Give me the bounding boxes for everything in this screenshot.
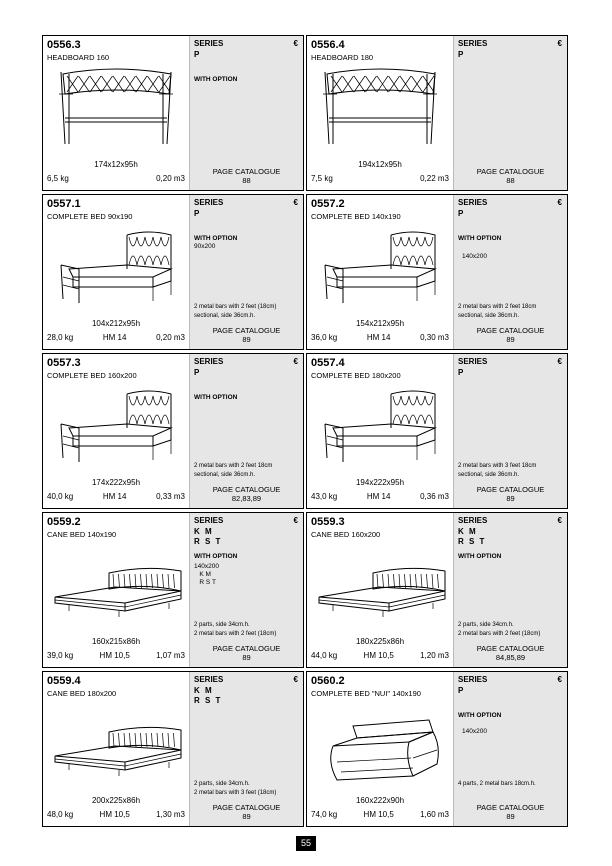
product-info	[307, 354, 453, 508]
page-catalogue	[190, 644, 303, 662]
page-catalogue-value: 89	[506, 335, 515, 344]
euro-icon: €	[557, 198, 562, 207]
product-card	[306, 353, 568, 509]
nui-bed-drawing	[313, 702, 447, 794]
with-option-label: WITH OPTION	[194, 394, 238, 401]
product-specs	[311, 333, 449, 342]
product-weight: 7,5 kg	[311, 174, 333, 183]
page-catalogue-label: PAGE CATALOGUE	[476, 803, 545, 812]
product-notes: 2 metal bars with 2 feet (18cm) sectional, side 36cm.h.	[194, 304, 277, 319]
page-catalogue-label: PAGE CATALOGUE	[212, 644, 281, 653]
product-hm: HM 14	[102, 333, 127, 342]
product-code: 0557.2	[311, 198, 345, 210]
product-hm: HM 10,5	[363, 651, 394, 660]
option-value: 90x200	[194, 243, 216, 250]
product-volume: 0,20 m3	[156, 333, 185, 342]
product-volume: 0,30 m3	[420, 333, 449, 342]
page-catalogue-label: PAGE CATALOGUE	[212, 167, 281, 176]
product-dimensions: 104x212x95h	[91, 319, 141, 328]
product-volume: 1,60 m3	[420, 810, 449, 819]
series-panel	[453, 36, 567, 190]
series-value: K M	[194, 527, 214, 536]
page-catalogue	[190, 167, 303, 185]
with-option-label: WITH OPTION	[458, 235, 502, 242]
series-value: K M	[194, 686, 214, 695]
euro-icon: €	[293, 198, 298, 207]
option-value: 140x200 K M R S T	[194, 563, 219, 586]
product-card	[306, 35, 568, 191]
series-value: P	[194, 209, 201, 218]
product-card	[42, 194, 304, 350]
product-info	[43, 354, 189, 508]
with-option-label: WITH OPTION	[194, 76, 238, 83]
page-catalogue	[454, 326, 567, 344]
product-volume: 1,20 m3	[420, 651, 449, 660]
series-label: SERIES	[458, 39, 488, 48]
euro-icon: €	[557, 516, 562, 525]
product-volume: 1,07 m3	[156, 651, 185, 660]
product-description: HEADBOARD 160	[47, 53, 110, 62]
page-catalogue-value: 89	[242, 812, 251, 821]
product-info	[43, 195, 189, 349]
product-dimensions: 180x225x86h	[355, 637, 405, 646]
product-notes: 2 parts, side 34cm.h. 2 metal bars with 2 feet (18cm)	[458, 622, 541, 637]
product-hm: HM 14	[366, 492, 391, 501]
series-value: P	[458, 686, 465, 695]
page-catalogue	[190, 803, 303, 821]
product-volume: 1,30 m3	[156, 810, 185, 819]
product-weight: 40,0 kg	[47, 492, 74, 501]
euro-icon: €	[557, 357, 562, 366]
product-description: CANE BED 140x190	[47, 530, 117, 539]
series-label: SERIES	[458, 357, 488, 366]
product-weight: 28,0 kg	[47, 333, 74, 342]
product-dimensions: 174x222x95h	[91, 478, 141, 487]
series-value: P	[194, 50, 201, 59]
page-catalogue-value: 89	[506, 494, 515, 503]
product-hm: HM 14	[102, 492, 127, 501]
product-dimensions: 154x212x95h	[355, 319, 405, 328]
page-catalogue	[190, 326, 303, 344]
product-dimensions: 194x222x95h	[355, 478, 405, 487]
series-panel	[453, 513, 567, 667]
headboard-drawing	[49, 66, 183, 158]
metal-bed-drawing	[313, 384, 447, 476]
product-info	[307, 195, 453, 349]
product-card	[306, 194, 568, 350]
product-description: COMPLETE BED 160x200	[47, 371, 137, 380]
series-panel	[189, 195, 303, 349]
product-specs	[311, 174, 449, 183]
product-specs	[47, 492, 185, 501]
euro-icon: €	[293, 39, 298, 48]
page-catalogue-value: 88	[506, 176, 515, 185]
product-description: CANE BED 180x200	[47, 689, 117, 698]
series-panel	[453, 354, 567, 508]
product-info	[43, 513, 189, 667]
product-notes: 2 parts, side 34cm.h. 2 metal bars with 3 feet (18cm)	[194, 781, 277, 796]
product-code: 0559.3	[311, 516, 345, 528]
euro-icon: €	[293, 357, 298, 366]
product-specs	[47, 174, 185, 183]
page-catalogue	[454, 803, 567, 821]
product-specs	[47, 651, 185, 660]
product-specs	[311, 810, 449, 819]
product-dimensions: 160x222x90h	[355, 796, 405, 805]
product-notes: 2 parts, side 34cm.h. 2 metal bars with 2 feet (18cm)	[194, 622, 277, 637]
series-panel	[189, 354, 303, 508]
headboard-drawing	[313, 66, 447, 158]
series-value: P	[458, 209, 465, 218]
product-weight: 48,0 kg	[47, 810, 74, 819]
cane-bed-drawing	[49, 702, 183, 794]
page-catalogue	[454, 644, 567, 662]
product-specs	[47, 810, 185, 819]
page-catalogue-label: PAGE CATALOGUE	[476, 167, 545, 176]
series-value: K M	[458, 527, 478, 536]
product-volume: 0,22 m3	[420, 174, 449, 183]
product-card	[42, 512, 304, 668]
page-catalogue-label: PAGE CATALOGUE	[212, 803, 281, 812]
cane-bed-drawing	[49, 543, 183, 635]
page-catalogue-label: PAGE CATALOGUE	[212, 485, 281, 494]
series-label: SERIES	[458, 198, 488, 207]
product-volume: 0,36 m3	[420, 492, 449, 501]
product-dimensions: 174x12x95h	[94, 160, 138, 169]
series-panel	[189, 513, 303, 667]
product-card	[42, 353, 304, 509]
cane-bed-drawing	[313, 543, 447, 635]
product-specs	[311, 492, 449, 501]
product-volume: 0,20 m3	[156, 174, 185, 183]
product-description: HEADBOARD 180	[311, 53, 374, 62]
series-label: SERIES	[194, 675, 224, 684]
product-description: COMPLETE BED 180x200	[311, 371, 401, 380]
series-panel	[189, 36, 303, 190]
series-value: P	[194, 368, 201, 377]
series-label: SERIES	[194, 516, 224, 525]
product-code: 0556.3	[47, 39, 81, 51]
product-code: 0557.1	[47, 198, 81, 210]
product-weight: 74,0 kg	[311, 810, 338, 819]
product-weight: 6,5 kg	[47, 174, 69, 183]
page-catalogue-label: PAGE CATALOGUE	[476, 644, 545, 653]
with-option-label: WITH OPTION	[194, 235, 238, 242]
product-notes: 2 metal bars with 2 feet 18cm sectional, side 36cm.h.	[194, 463, 273, 478]
euro-icon: €	[293, 675, 298, 684]
product-info	[307, 36, 453, 190]
series-panel	[189, 672, 303, 826]
product-code: 0560.2	[311, 675, 345, 687]
product-code: 0557.3	[47, 357, 81, 369]
product-weight: 43,0 kg	[311, 492, 338, 501]
product-card	[42, 671, 304, 827]
page-catalogue-value: 89	[242, 653, 251, 662]
product-notes: 4 parts, 2 metal bars 18cm.h.	[458, 781, 536, 787]
product-specs	[47, 333, 185, 342]
product-code: 0559.4	[47, 675, 81, 687]
page-catalogue	[190, 485, 303, 503]
product-info	[43, 672, 189, 826]
product-hm: HM 10,5	[99, 651, 130, 660]
euro-icon: €	[293, 516, 298, 525]
product-card	[42, 35, 304, 191]
page-catalogue-value: 84,85,89	[495, 653, 526, 662]
product-weight: 44,0 kg	[311, 651, 338, 660]
with-option-label: WITH OPTION	[458, 712, 502, 719]
euro-icon: €	[557, 675, 562, 684]
product-code: 0556.4	[311, 39, 345, 51]
series-value-2: R S T	[194, 696, 222, 705]
product-dimensions: 160x215x86h	[91, 637, 141, 646]
product-description: COMPLETE BED 90x190	[47, 212, 133, 221]
page-catalogue-label: PAGE CATALOGUE	[212, 326, 281, 335]
product-notes: 2 metal bars with 2 feet 18cm sectional, side 36cm.h.	[458, 304, 537, 319]
page-catalogue-value: 89	[242, 335, 251, 344]
series-value-2: R S T	[458, 537, 486, 546]
product-info	[307, 672, 453, 826]
product-code: 0557.4	[311, 357, 345, 369]
series-label: SERIES	[194, 357, 224, 366]
product-info	[43, 36, 189, 190]
page-number: 55	[296, 836, 316, 851]
with-option-label: WITH OPTION	[194, 553, 238, 560]
page-catalogue-value: 88	[242, 176, 251, 185]
product-weight: 36,0 kg	[311, 333, 338, 342]
series-panel	[453, 672, 567, 826]
euro-icon: €	[557, 39, 562, 48]
product-specs	[311, 651, 449, 660]
product-hm: HM 14	[366, 333, 391, 342]
product-description: COMPLETE BED 140x190	[311, 212, 401, 221]
product-code: 0559.2	[47, 516, 81, 528]
product-weight: 39,0 kg	[47, 651, 74, 660]
product-hm: HM 10,5	[363, 810, 394, 819]
series-value-2: R S T	[194, 537, 222, 546]
series-label: SERIES	[458, 516, 488, 525]
series-label: SERIES	[458, 675, 488, 684]
page-catalogue	[454, 167, 567, 185]
page-catalogue	[454, 485, 567, 503]
product-notes: 2 metal bars with 3 feet 18cm sectional, side 36cm.h.	[458, 463, 537, 478]
page-catalogue-value: 89	[506, 812, 515, 821]
page-catalogue-value: 82,83,89	[231, 494, 262, 503]
product-dimensions: 200x225x86h	[91, 796, 141, 805]
series-value: P	[458, 368, 465, 377]
series-panel	[453, 195, 567, 349]
product-dimensions: 194x12x95h	[358, 160, 402, 169]
option-value: 140x200	[462, 253, 487, 260]
with-option-label: WITH OPTION	[458, 553, 502, 560]
product-description: CANE BED 160x200	[311, 530, 381, 539]
series-value: P	[458, 50, 465, 59]
product-volume: 0,33 m3	[156, 492, 185, 501]
page-catalogue-label: PAGE CATALOGUE	[476, 485, 545, 494]
product-info	[307, 513, 453, 667]
metal-bed-drawing	[49, 384, 183, 476]
product-card	[306, 671, 568, 827]
series-label: SERIES	[194, 39, 224, 48]
series-label: SERIES	[194, 198, 224, 207]
product-description: COMPLETE BED "NUI" 140x190	[311, 689, 421, 698]
product-card	[306, 512, 568, 668]
metal-bed-drawing	[49, 225, 183, 317]
product-hm: HM 10,5	[99, 810, 130, 819]
metal-bed-drawing	[313, 225, 447, 317]
page-catalogue-label: PAGE CATALOGUE	[476, 326, 545, 335]
option-value: 140x200	[462, 728, 487, 735]
